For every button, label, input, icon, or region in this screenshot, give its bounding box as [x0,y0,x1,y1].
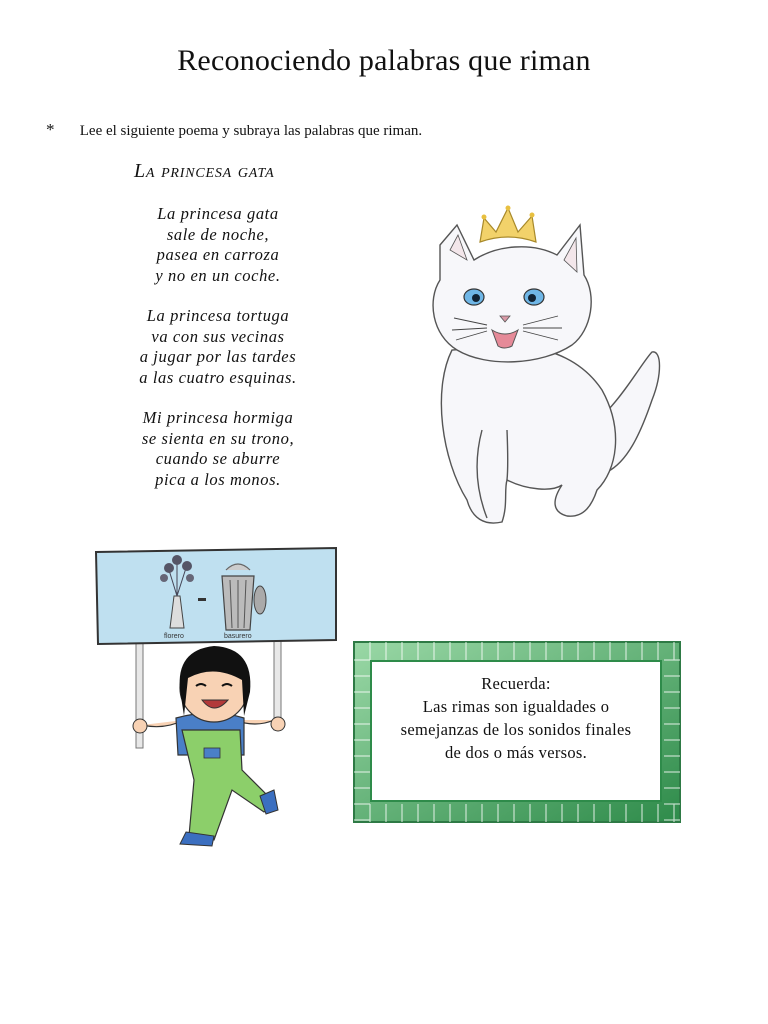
poem-line: a jugar por las tardes [139,347,297,366]
bullet-marker: * [46,120,55,139]
poem-line: pasea en carroza [156,245,280,264]
princess-cat-illustration [412,200,672,535]
poem-line: La princesa tortuga [146,306,290,325]
poem-line: Mi princesa hormiga [142,408,294,427]
remember-line-1: Las rimas son igualdades o [422,697,610,716]
poem-line: sale de noche, [166,224,270,244]
poem-line: cuando se aburre [155,449,281,468]
crown-icon [480,208,536,242]
remember-heading: Recuerda: [481,674,551,693]
poem-title: La princesa gata [134,160,275,182]
remember-line-3: de dos o más versos. [444,743,588,762]
stanza-2 [108,306,328,388]
stanza-3 [108,408,328,490]
stanza-1 [108,204,328,286]
poem-line: pica a los monos. [155,469,281,489]
poem-line: va con sus vecinas [151,326,285,346]
poem-line: y no en un coche. [155,265,281,285]
poem-line: a las cuatro esquinas. [139,367,297,387]
poem-line: La princesa gata [157,204,279,223]
remember-box [352,640,682,824]
sign-label-right: basurero [224,633,252,640]
instruction-text: Lee el siguiente poema y subraya las palabras que riman. [79,123,423,139]
poem-line: se sienta en su trono, [141,428,295,448]
remember-text-panel [370,660,662,802]
girl-holding-sign-illustration [84,540,354,870]
remember-line-2: semejanzas de los sonidos finales [400,720,632,739]
page-title: Reconociendo palabras que riman [177,44,591,77]
poem [108,204,328,510]
sign-label-left: florero [164,633,184,640]
instruction [46,120,422,140]
